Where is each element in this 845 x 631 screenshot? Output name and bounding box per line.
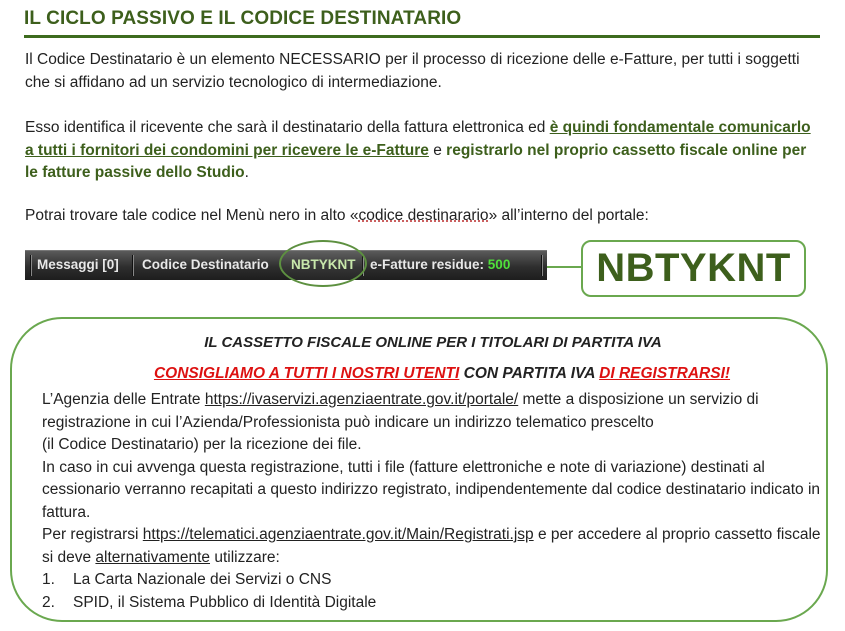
box-body [42,389,827,614]
list-item [42,569,827,592]
menu-separator [31,255,32,276]
para2-text-2: e [428,141,447,159]
title-underline [24,35,820,38]
menu-separator [542,255,543,276]
box-text: utilizzare: [210,548,280,566]
box-line-agenzia [42,389,827,434]
menu-residue-label: e-Fatture residue: [370,257,485,272]
list-text: La Carta Nazionale dei Servizi o CNS [73,571,332,588]
list-number: 1. [42,571,55,588]
para2-emphasis-1: è quindi fondamentale comunicarlo a tutti i fornitori dei condomini per ricevere le e-Fatture [25,119,811,159]
box-line-registrarsi [42,524,827,569]
box-line-registrazione: In caso in cui avvenga questa registrazione, tutti i file (fatture elettroniche e note di variazione) destinati al cessionario verranno recapitati a questo indirizzo registrato, indipendentemente dal codice destinatario indicato in fattura. [42,458,821,521]
box-text: Per registrarsi [42,526,143,543]
menu-efatture-residue[interactable] [370,251,510,279]
box-subtitle [10,365,845,383]
box-text: mette a disposizione un servizio di registrazione in cui l’Azienda/Professionista può indicare un indirizzo telematico prescelto [42,391,759,431]
intro-paragraph: Il Codice Destinatario è un elemento NECESSARIO per il processo di ricezione delle e-Fatture, per tutti i soggetti che si affidano ad un servizio tecnologico di intermediazione. [25,51,800,91]
menu-messaggi[interactable]: Messaggi [0] [37,257,119,272]
para3-text-2: » all’interno del portale: [488,207,649,224]
identifies-paragraph [25,117,815,185]
menu-codice-value: NBTYKNT [291,257,356,272]
box-title: IL CASSETTO FISCALE ONLINE PER I TITOLARI DI PARTITA IVA [204,334,662,351]
box-subtitle-red-2: DI REGISTRARSI! [599,365,731,382]
menu-codice-destinatario[interactable]: Codice Destinatario [142,257,269,272]
page-title: IL CICLO PASSIVO E IL CODICE DESTINATARIO [24,8,462,29]
codice-destinatario-link[interactable]: codice destinarario [358,207,489,224]
menu-separator [133,255,134,276]
list-number: 2. [42,593,55,611]
box-subtitle-red-1: CONSIGLIAMO A TUTTI I NOSTRI UTENTI [153,365,460,382]
para2-text-1: Esso identifica il ricevente che sarà il destinatario della fattura elettronica ed [25,119,550,136]
registrati-link[interactable]: https://telematici.agenziaentrate.gov.it/Main/Registrati.jsp [142,526,534,543]
para2-text-3: . [244,164,249,181]
para2-emphasis-2: registrarlo nel proprio cassetto fiscale online per le fatture passive dello Studio [25,141,807,181]
box-text: e per accedere al proprio cassetto fiscale si deve [42,526,821,566]
box-line-codice: (il Codice Destinatario) per la ricezione dei file. [42,436,362,453]
ivaservizi-link[interactable]: https://ivaservizi.agenziaentrate.gov.it/portale/ [204,391,519,408]
box-subtitle-middle: CON PARTITA IVA [459,365,600,382]
menu-hint-paragraph [25,205,815,228]
para3-text-1: Potrai trovare tale codice nel Menù nero in alto « [25,207,359,224]
box-text: L’Agenzia delle Entrate [42,391,205,408]
alternativamente-text: alternativamente [95,548,211,566]
highlight-oval [279,240,367,287]
menu-residue-count: 500 [487,257,511,272]
list-item [42,592,827,615]
callout-connector [547,266,582,268]
list-text: SPID, il Sistema Pubblico di Identità Digitale [73,593,377,611]
code-callout: NBTYKNT [581,240,806,297]
